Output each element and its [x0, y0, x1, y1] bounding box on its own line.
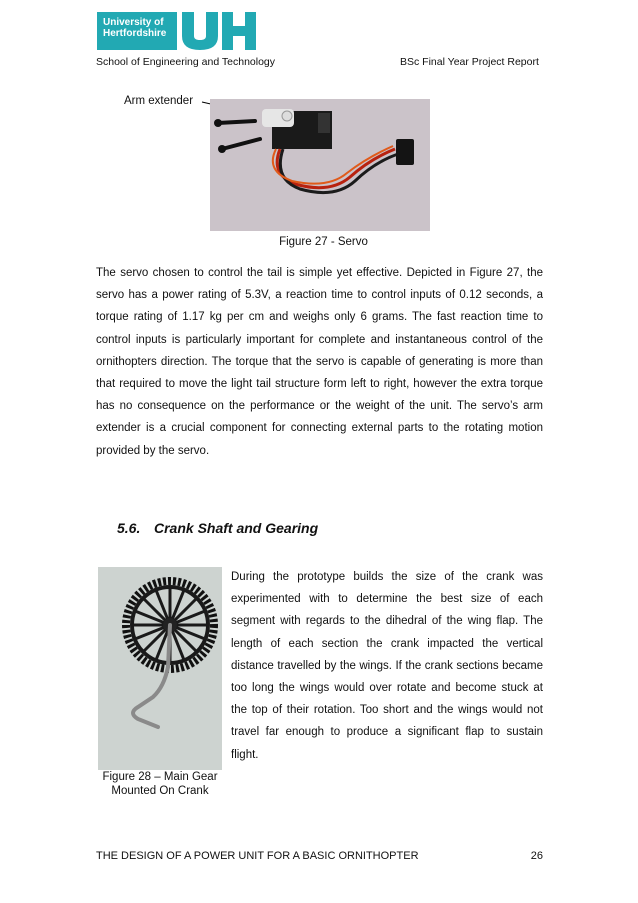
logo-line-1: University of [103, 17, 164, 28]
logo-line-2: Hertfordshire [103, 28, 167, 39]
body-paragraph-servo: The servo chosen to control the tail is simple yet effective. Depicted in Figure 27, the servo has a power rating of 5.3V, a reaction time to control inputs of 0.12 seconds, a torque rating of 1.17 kg per cm and weighs only 6 grams. The fast reaction time to control inputs is particularly important for complete and instantaneous control of the ornithopters direction. The torque that the servo is capable of generating is more than that required to move the light tail structure form left to right, however the extra torque has no consequence on the performance or the weight of the unit. The servo’s arm extender is a crucial component for connecting external parts to the rotating motion provided by the servo. [96, 267, 543, 457]
logo-u-mark [180, 12, 220, 50]
section-number: 5.6. [117, 520, 141, 536]
figure-annotation: Arm extender [124, 95, 194, 107]
figure-28-caption: Figure 28 – Main Gear Mounted On Crank [102, 771, 218, 797]
section-heading [117, 520, 318, 536]
page-footer [96, 850, 543, 859]
section-title: Crank Shaft and Gearing [154, 520, 319, 536]
servo-photo [210, 99, 430, 231]
header-department: School of Engineering and Technology [96, 56, 276, 68]
logo-wordmark [103, 17, 166, 39]
logo-h-mark [220, 12, 258, 50]
footer-title: THE DESIGN OF A POWER UNIT FOR A BASIC ORNITHOPTER [96, 850, 419, 859]
gear-crank-photo [98, 567, 222, 770]
body-paragraph-crank: During the prototype builds the size of the crank was experimented with to determine the best size of each segment with regards to the dihedral of the wing flap. The length of each section the crank impacted the vertical distance travelled by the wings. If the crank sections became too long the wings would over rotate and become stuck at the top of their rotation. Too short and the wings would not travel far enough to produce a significant flap to sustain flight. [231, 571, 543, 761]
figure-27-caption [0, 236, 638, 248]
figure-27-caption-text: Figure 27 - Servo [279, 236, 368, 248]
page-number: 26 [530, 850, 543, 859]
header-report-type: BSc Final Year Project Report [400, 56, 539, 68]
